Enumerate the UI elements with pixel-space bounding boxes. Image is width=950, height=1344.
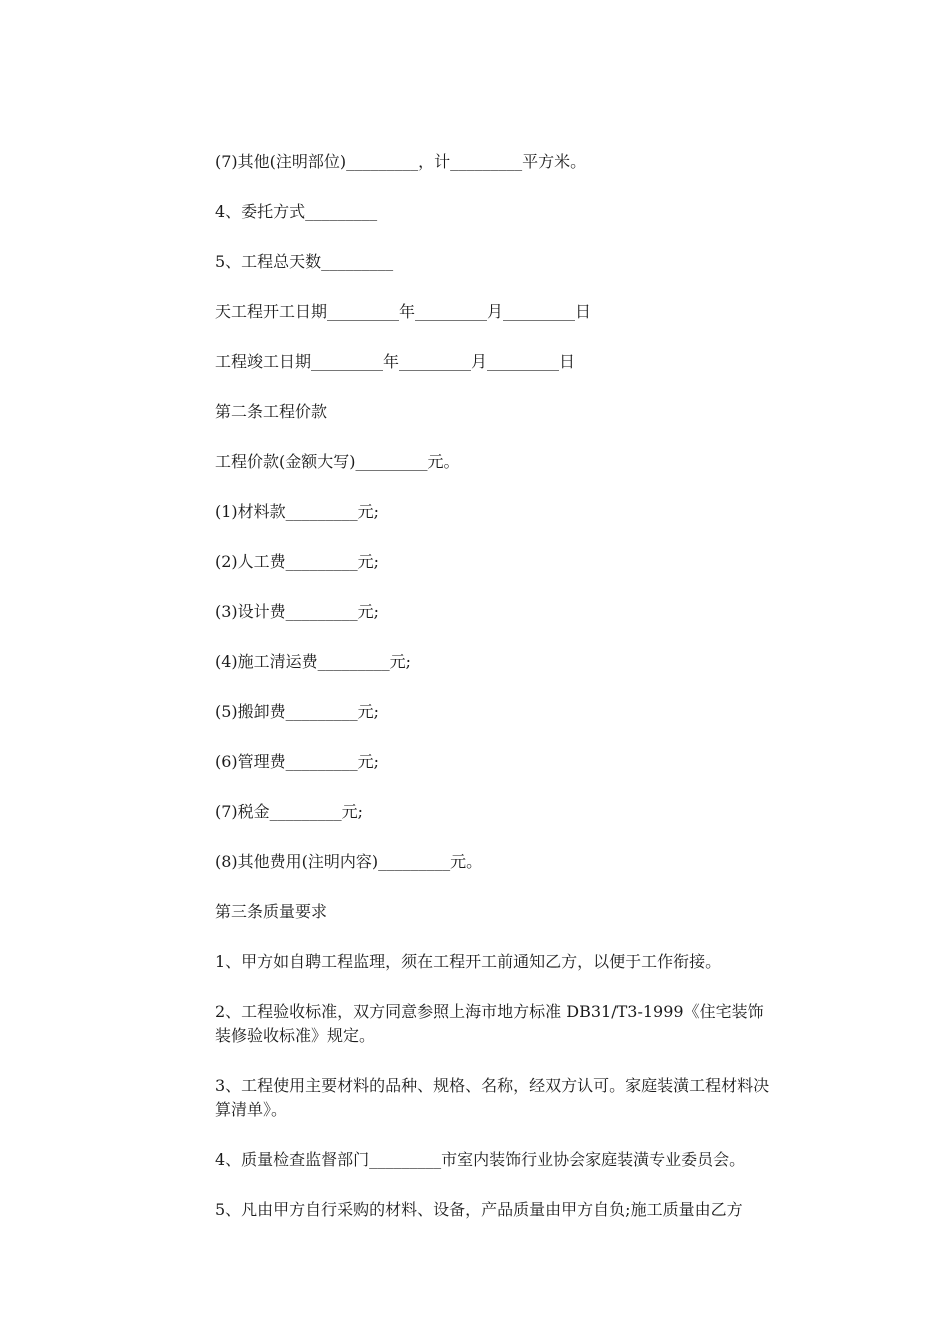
- fee-item-management: (6)管理费_________元;: [215, 752, 380, 771]
- fee-item-materials: (1)材料款_________元;: [215, 502, 380, 521]
- fee-item-tax: (7)税金_________元;: [215, 802, 364, 821]
- start-date-line: 天工程开工日期_________年_________月_________日: [215, 302, 592, 321]
- quality-clause-1: 1、甲方如自聘工程监理，须在工程开工前通知乙方，以便于工作衔接。: [215, 952, 722, 971]
- fee-item-labor: (2)人工费_________元;: [215, 552, 380, 571]
- quality-clause-5: 5、凡由甲方自行采购的材料、设备，产品质量由甲方自负;施工质量由乙方: [215, 1200, 743, 1219]
- quality-clause-3: 3、工程使用主要材料的品种、规格、名称，经双方认可。家庭装潢工程材料决算清单》。: [215, 1076, 770, 1119]
- fee-item-other: (8)其他费用(注明内容)_________元。: [215, 852, 483, 871]
- fee-item-cleanup: (4)施工清运费_________元;: [215, 652, 412, 671]
- quality-clause-4: 4、质量检查监督部门_________市室内装饰行业协会家庭装潢专业委员会。: [215, 1150, 746, 1169]
- article-3-heading: 第三条质量要求: [215, 902, 328, 921]
- fee-item-design: (3)设计费_________元;: [215, 602, 380, 621]
- quality-clause-2: 2、工程验收标准，双方同意参照上海市地方标准 DB31/T3-1999《住宅装饰装修验收标准》规定。: [215, 1002, 764, 1045]
- article-2-heading: 第二条工程价款: [215, 402, 328, 421]
- total-price-line: 工程价款(金额大写)_________元。: [215, 452, 460, 471]
- fee-item-handling: (5)搬卸费_________元;: [215, 702, 380, 721]
- item-4-delegation-method: 4、委托方式_________: [215, 202, 378, 221]
- item-5-total-days: 5、工程总天数_________: [215, 252, 394, 271]
- item-7-other-area: (7)其他(注明部位)_________，计_________平方米。: [215, 152, 587, 171]
- completion-date-line: 工程竣工日期_________年_________月_________日: [215, 352, 576, 371]
